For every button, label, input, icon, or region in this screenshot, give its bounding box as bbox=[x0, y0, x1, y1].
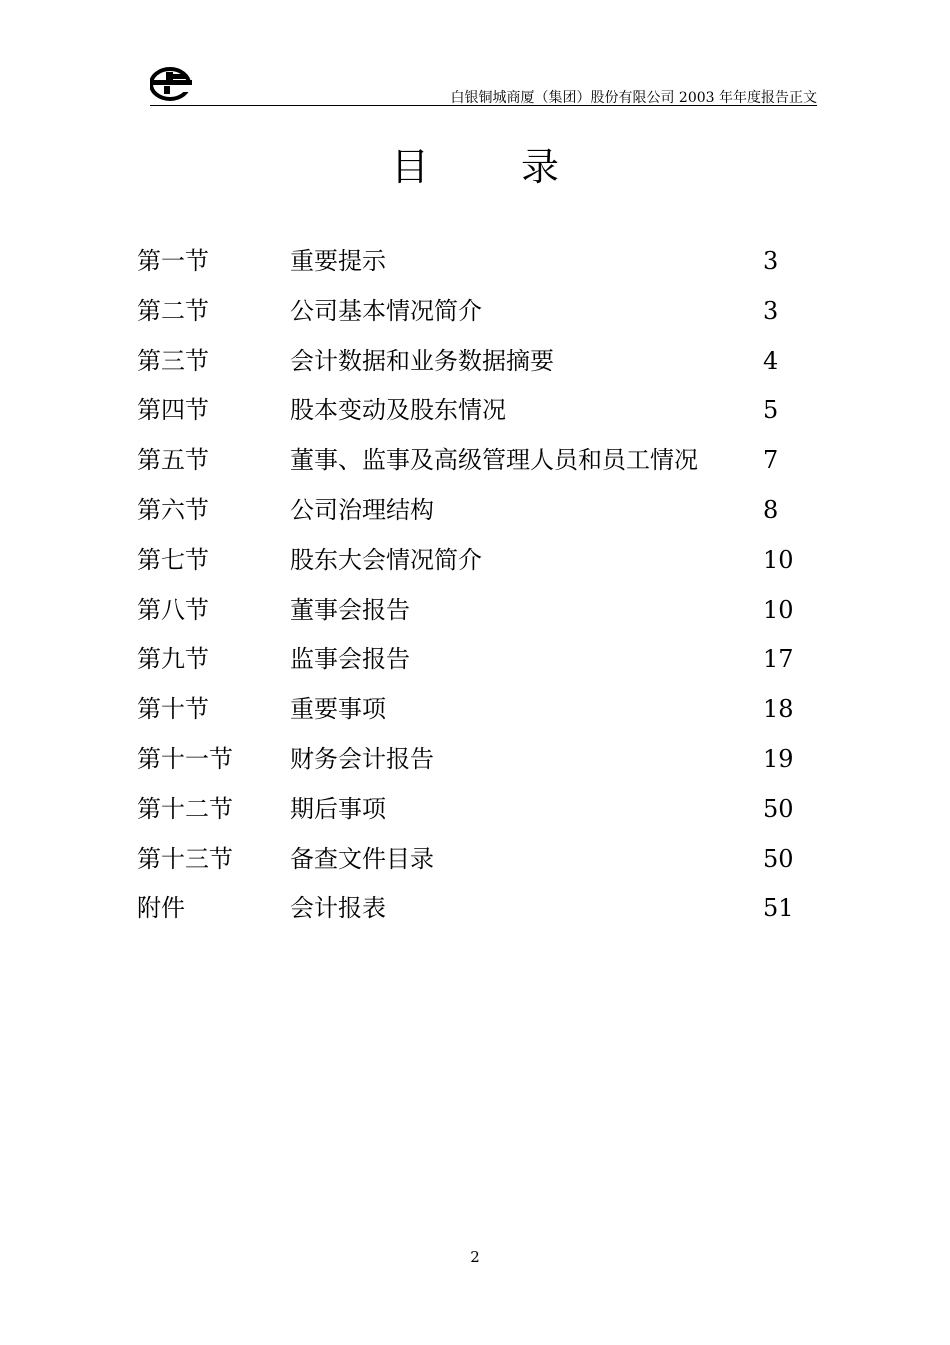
toc-section-title: 会计数据和业务数据摘要 bbox=[290, 346, 554, 375]
toc-section-number: 附件 bbox=[137, 894, 185, 923]
toc-page-number: 8 bbox=[763, 495, 779, 524]
toc-entry[interactable] bbox=[137, 839, 817, 889]
toc-section-number: 第三节 bbox=[137, 346, 209, 375]
toc-section-number: 第十一节 bbox=[137, 744, 233, 773]
toc-entry[interactable] bbox=[137, 440, 817, 490]
toc-page-number: 7 bbox=[763, 446, 779, 475]
toc-entry[interactable] bbox=[137, 739, 817, 789]
toc-page-number: 10 bbox=[763, 595, 794, 624]
toc-section-title: 公司治理结构 bbox=[290, 495, 434, 524]
toc-section-number: 第九节 bbox=[137, 645, 209, 674]
toc-section-number: 第八节 bbox=[137, 595, 209, 624]
toc-entry[interactable] bbox=[137, 390, 817, 440]
table-of-contents bbox=[137, 241, 817, 938]
footer-page-number: 2 bbox=[470, 1248, 480, 1266]
toc-section-number: 第十节 bbox=[137, 695, 209, 724]
toc-section-number: 第一节 bbox=[137, 247, 209, 275]
toc-section-number: 第二节 bbox=[137, 296, 209, 325]
toc-page-number: 18 bbox=[763, 695, 794, 724]
header-report-title: 白银铜城商厦（集团）股份有限公司 2003 年年度报告正文 bbox=[450, 90, 817, 106]
toc-entry[interactable] bbox=[137, 490, 817, 540]
toc-page-number: 3 bbox=[763, 296, 779, 325]
toc-section-number: 第六节 bbox=[137, 495, 209, 524]
company-logo-icon bbox=[150, 66, 192, 102]
toc-page-number: 5 bbox=[763, 396, 779, 425]
toc-section-title: 监事会报告 bbox=[290, 645, 410, 674]
toc-section-title: 重要事项 bbox=[290, 695, 386, 724]
toc-entry[interactable] bbox=[137, 291, 817, 341]
toc-entry[interactable] bbox=[137, 789, 817, 839]
toc-entry[interactable] bbox=[137, 689, 817, 739]
toc-entry[interactable] bbox=[137, 888, 817, 938]
toc-entry[interactable] bbox=[137, 341, 817, 391]
toc-entry[interactable] bbox=[137, 590, 817, 640]
toc-section-number: 第七节 bbox=[137, 545, 209, 574]
toc-entry[interactable] bbox=[137, 540, 817, 590]
toc-page-number: 19 bbox=[763, 744, 794, 773]
toc-page-number: 17 bbox=[763, 645, 794, 674]
toc-page-number: 50 bbox=[763, 794, 794, 823]
toc-page-number: 10 bbox=[763, 545, 794, 574]
toc-section-title: 公司基本情况简介 bbox=[290, 296, 482, 325]
toc-section-title: 重要提示 bbox=[290, 247, 386, 275]
toc-section-title: 会计报表 bbox=[290, 894, 386, 923]
toc-page-number: 50 bbox=[763, 844, 794, 873]
toc-section-number: 第十三节 bbox=[137, 844, 233, 873]
toc-section-number: 第四节 bbox=[137, 396, 209, 425]
page-title: 目 录 bbox=[390, 145, 600, 189]
toc-section-title: 财务会计报告 bbox=[290, 744, 434, 773]
toc-section-title: 备查文件目录 bbox=[290, 844, 434, 873]
toc-section-title: 董事会报告 bbox=[290, 595, 410, 624]
toc-section-title: 股本变动及股东情况 bbox=[290, 396, 506, 425]
toc-page-number: 4 bbox=[763, 346, 779, 375]
header-divider bbox=[150, 105, 817, 106]
toc-page-number: 51 bbox=[763, 894, 794, 923]
toc-entry[interactable] bbox=[137, 241, 817, 291]
toc-page-number: 3 bbox=[763, 247, 779, 275]
toc-entry[interactable] bbox=[137, 639, 817, 689]
toc-section-number: 第十二节 bbox=[137, 794, 233, 823]
toc-section-title: 董事、监事及高级管理人员和员工情况 bbox=[290, 446, 698, 475]
toc-section-title: 期后事项 bbox=[290, 794, 386, 823]
toc-section-number: 第五节 bbox=[137, 446, 209, 475]
toc-section-title: 股东大会情况简介 bbox=[290, 545, 482, 574]
